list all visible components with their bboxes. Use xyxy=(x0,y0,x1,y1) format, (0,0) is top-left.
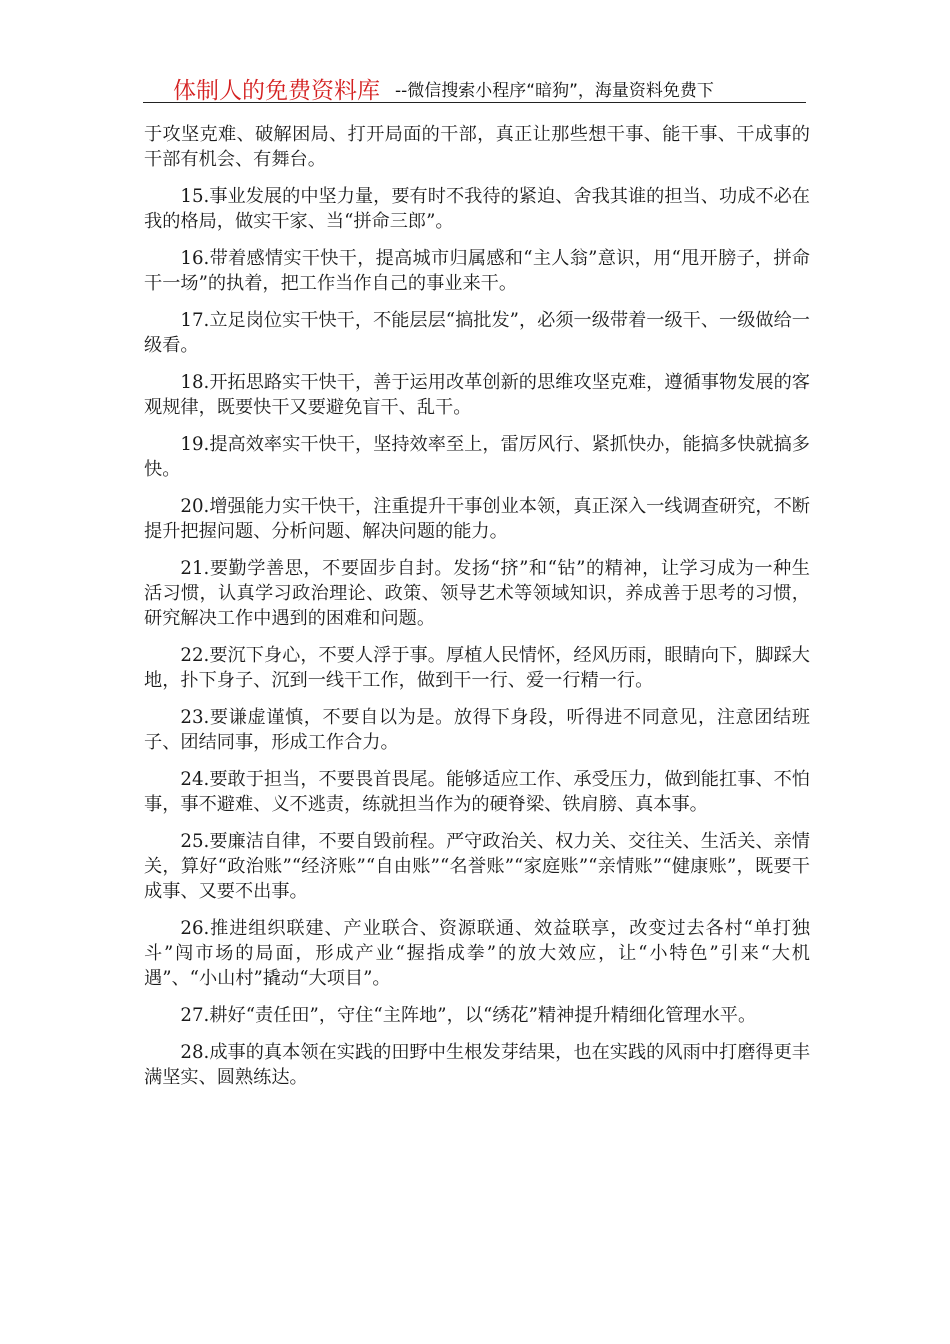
paragraph-item-27: 27.耕好“责任田”，守住“主阵地”，以“绣花”精神提升精细化管理水平。 xyxy=(180,1005,757,1026)
paragraph-item-25: 25.要廉洁自律，不要自毁前程。严守政治关、权力关、交往关、生活关、亲情关，算好“政治账”“经济账”“自由账”“名誉账”“家庭账”“亲情账”“健康账”，既要干成事、又要不出事。 xyxy=(144,831,810,902)
paragraph-continuation: 于攻坚克难、破解困局、打开局面的干部，真正让那些想干事、能干事、干成事的干部有机会、有舞台。 xyxy=(144,124,810,170)
header-brand-title: 体制人的免费资料库 xyxy=(173,78,380,103)
paragraph-item-19: 19.提高效率实干快干，坚持效率至上，雷厉风行、紧抓快办，能搞多快就搞多快。 xyxy=(144,434,810,480)
paragraph-item-15: 15.事业发展的中坚力量，要有时不我待的紧迫、舍我其谁的担当、功成不必在我的格局，做实干家、当“拼命三郎”。 xyxy=(144,186,810,232)
paragraph-item-24: 24.要敢于担当，不要畏首畏尾。能够适应工作、承受压力，做到能扛事、不怕事，事不避难、义不逃责，练就担当作为的硬脊梁、铁肩膀、真本事。 xyxy=(144,769,810,815)
document-body xyxy=(144,122,810,1102)
header-subtitle: --微信搜索小程序“暗狗”，海量资料免费下 xyxy=(395,81,714,101)
paragraph-item-28: 28.成事的真本领在实践的田野中生根发芽结果，也在实践的风雨中打磨得更丰满坚实、圆熟练达。 xyxy=(144,1042,810,1088)
paragraph-item-21: 21.要勤学善思，不要固步自封。发扬“挤”和“钻”的精神，让学习成为一种生活习惯，认真学习政治理论、政策、领导艺术等领域知识，养成善于思考的习惯，研究解决工作中遇到的困难和问题。 xyxy=(144,558,810,629)
paragraph-item-26: 26.推进组织联建、产业联合、资源联通、效益联享，改变过去各村“单打独斗”闯市场的局面，形成产业“握指成拳”的放大效应，让“小特色”引来“大机遇”、“小山村”撬动“大项目”。 xyxy=(144,918,810,989)
paragraph-item-22: 22.要沉下身心，不要人浮于事。厚植人民情怀，经风历雨，眼睛向下，脚踩大地，扑下身子、沉到一线干工作，做到干一行、爱一行精一行。 xyxy=(144,645,810,691)
paragraph-item-23: 23.要谦虚谨慎，不要自以为是。放得下身段，听得进不同意见，注意团结班子、团结同事，形成工作合力。 xyxy=(144,707,810,753)
page-header xyxy=(143,68,806,103)
paragraph-item-16: 16.带着感情实干快干，提高城市归属感和“主人翁”意识，用“甩开膀子，拼命干一场”的执着，把工作当作自己的事业来干。 xyxy=(144,248,810,294)
paragraph-item-18: 18.开拓思路实干快干，善于运用改革创新的思维攻坚克难，遵循事物发展的客观规律，既要快干又要避免盲干、乱干。 xyxy=(144,372,810,418)
paragraph-item-20: 20.增强能力实干快干，注重提升干事创业本领，真正深入一线调查研究，不断提升把握问题、分析问题、解决问题的能力。 xyxy=(144,496,810,542)
paragraph-item-17: 17.立足岗位实干快干，不能层层“搞批发”，必须一级带着一级干、一级做给一级看。 xyxy=(144,310,810,356)
